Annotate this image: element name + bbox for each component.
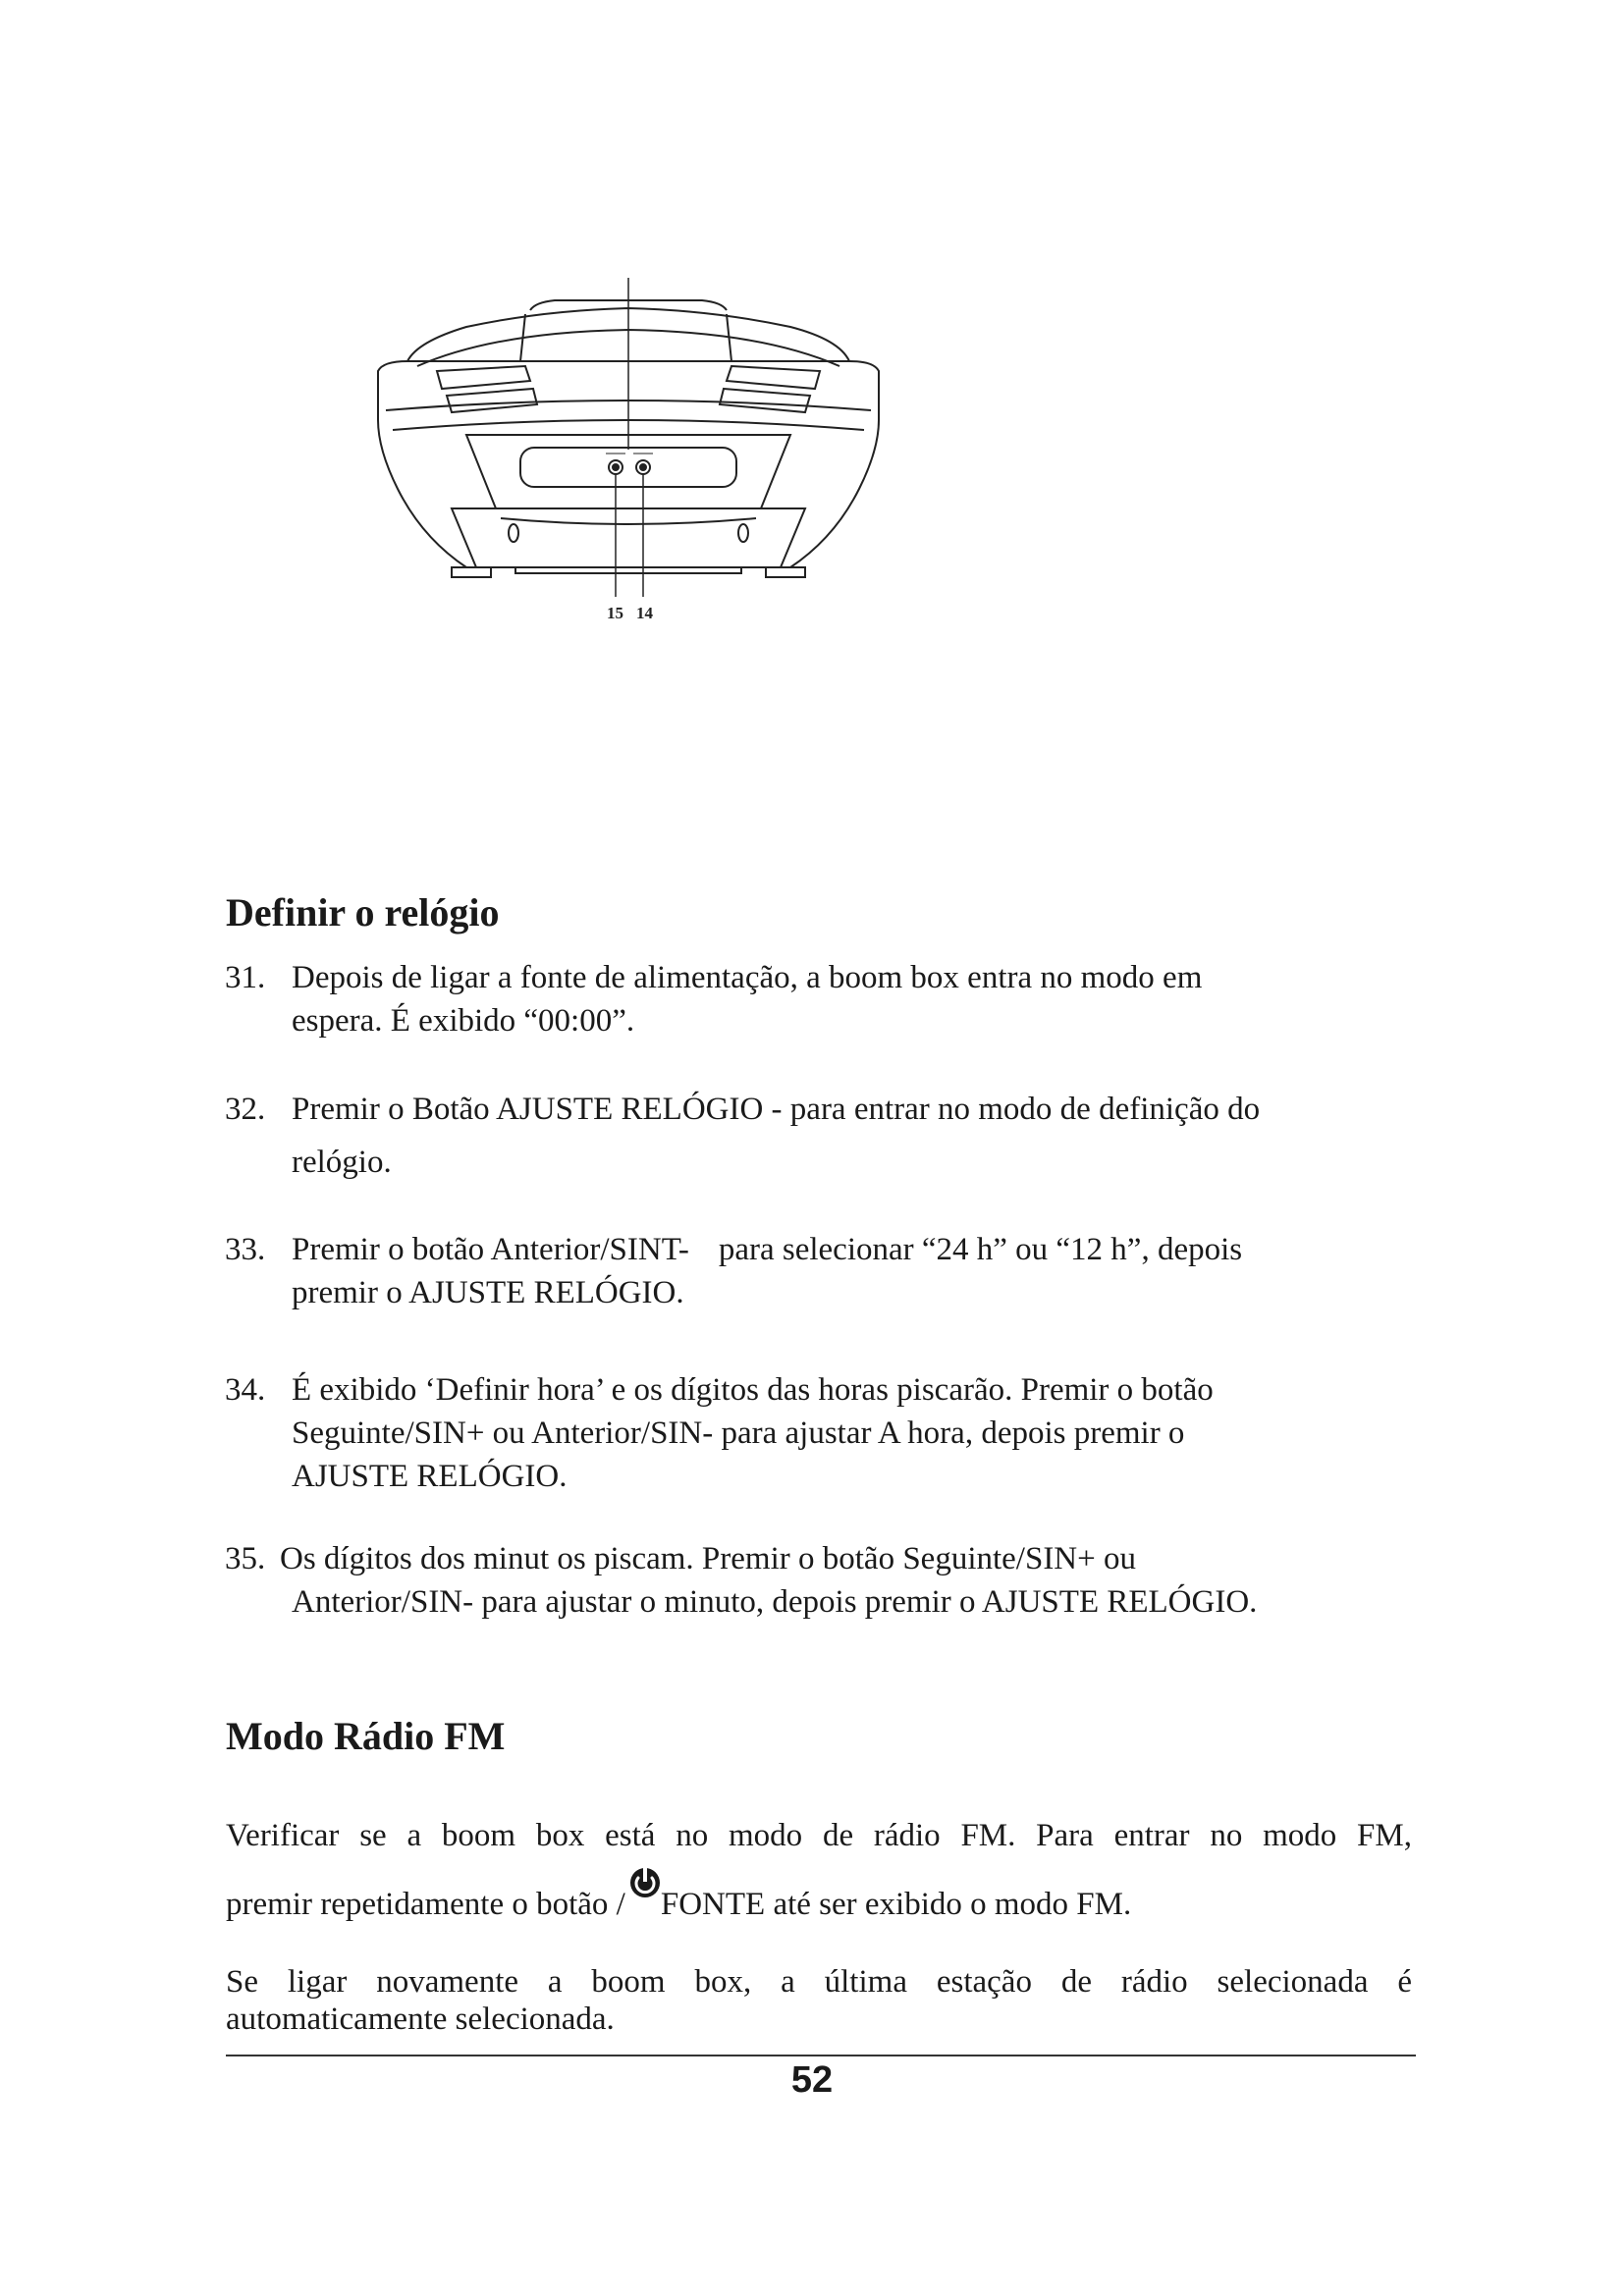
paragraph-line (226, 1882, 1412, 1927)
item-line-part: para selecionar “24 h” ou “12 h”, depois (718, 1232, 1243, 1267)
item-number: 31. (225, 960, 266, 995)
paragraph-line: Se ligar novamente a boom box, a última estação de rádio selecionada é (226, 1964, 1412, 2000)
item-number: 32. (225, 1092, 266, 1127)
boombox-rear-drawing (349, 273, 908, 685)
callout-15: 15 (607, 604, 623, 622)
item-number: 33. (225, 1232, 266, 1267)
item-line (292, 1228, 1413, 1271)
item-line: Anterior/SIN- para ajustar o minuto, depois premir o AJUSTE RELÓGIO. (292, 1584, 1258, 1620)
section-title-clock: Definir o relógio (226, 890, 500, 934)
item-line: relógio. (292, 1145, 392, 1180)
list-item-32 (225, 1083, 1413, 1189)
paragraph-line: automaticamente selecionada. (226, 2002, 615, 2037)
boombox-illustration (349, 273, 908, 685)
item-line: Os dígitos dos minut os piscam. Premir o botão Seguinte/SIN+ ou (280, 1541, 1137, 1576)
item-line: Premir o Botão AJUSTE RELÓGIO - para entrar no modo de definição do (292, 1092, 1261, 1127)
page-number: 52 (790, 2059, 834, 2101)
footer-divider (226, 2055, 1416, 2056)
paragraph-line-part: premir repetidamente o botão / (226, 1887, 625, 1922)
list-item-33 (225, 1228, 1413, 1314)
item-line: Depois de ligar a fonte de alimentação, a boom box entra no modo em (292, 960, 1203, 995)
callout-14: 14 (636, 604, 653, 622)
item-line: AJUSTE RELÓGIO. (292, 1459, 568, 1494)
item-line: É exibido ‘Definir hora’ e os dígitos das horas piscarão. Premir o botão (292, 1372, 1214, 1408)
item-number: 34. (225, 1372, 266, 1408)
section-title-fm: Modo Rádio FM (226, 1714, 506, 1758)
paragraph-line: Verificar se a boom box está no modo de rádio FM. Para entrar no modo FM, (226, 1818, 1412, 1853)
item-number: 35. (225, 1541, 266, 1576)
item-line: espera. É exibido “00:00”. (292, 1003, 635, 1039)
list-item-35 (225, 1537, 1413, 1624)
item-line: Seguinte/SIN+ ou Anterior/SIN- para ajustar A hora, depois premir o (292, 1415, 1185, 1451)
item-line: premir o AJUSTE RELÓGIO. (292, 1275, 684, 1310)
list-item-34 (225, 1368, 1413, 1498)
power-icon (627, 1883, 661, 1916)
fm-paragraph-2 (226, 1963, 1412, 2038)
fm-paragraph-1 (226, 1813, 1412, 1927)
item-line-part: Premir o botão Anterior/SINT- (292, 1232, 689, 1267)
paragraph-line-part: FONTE até ser exibido o modo FM. (660, 1887, 1132, 1922)
list-item-31 (225, 956, 1413, 1042)
